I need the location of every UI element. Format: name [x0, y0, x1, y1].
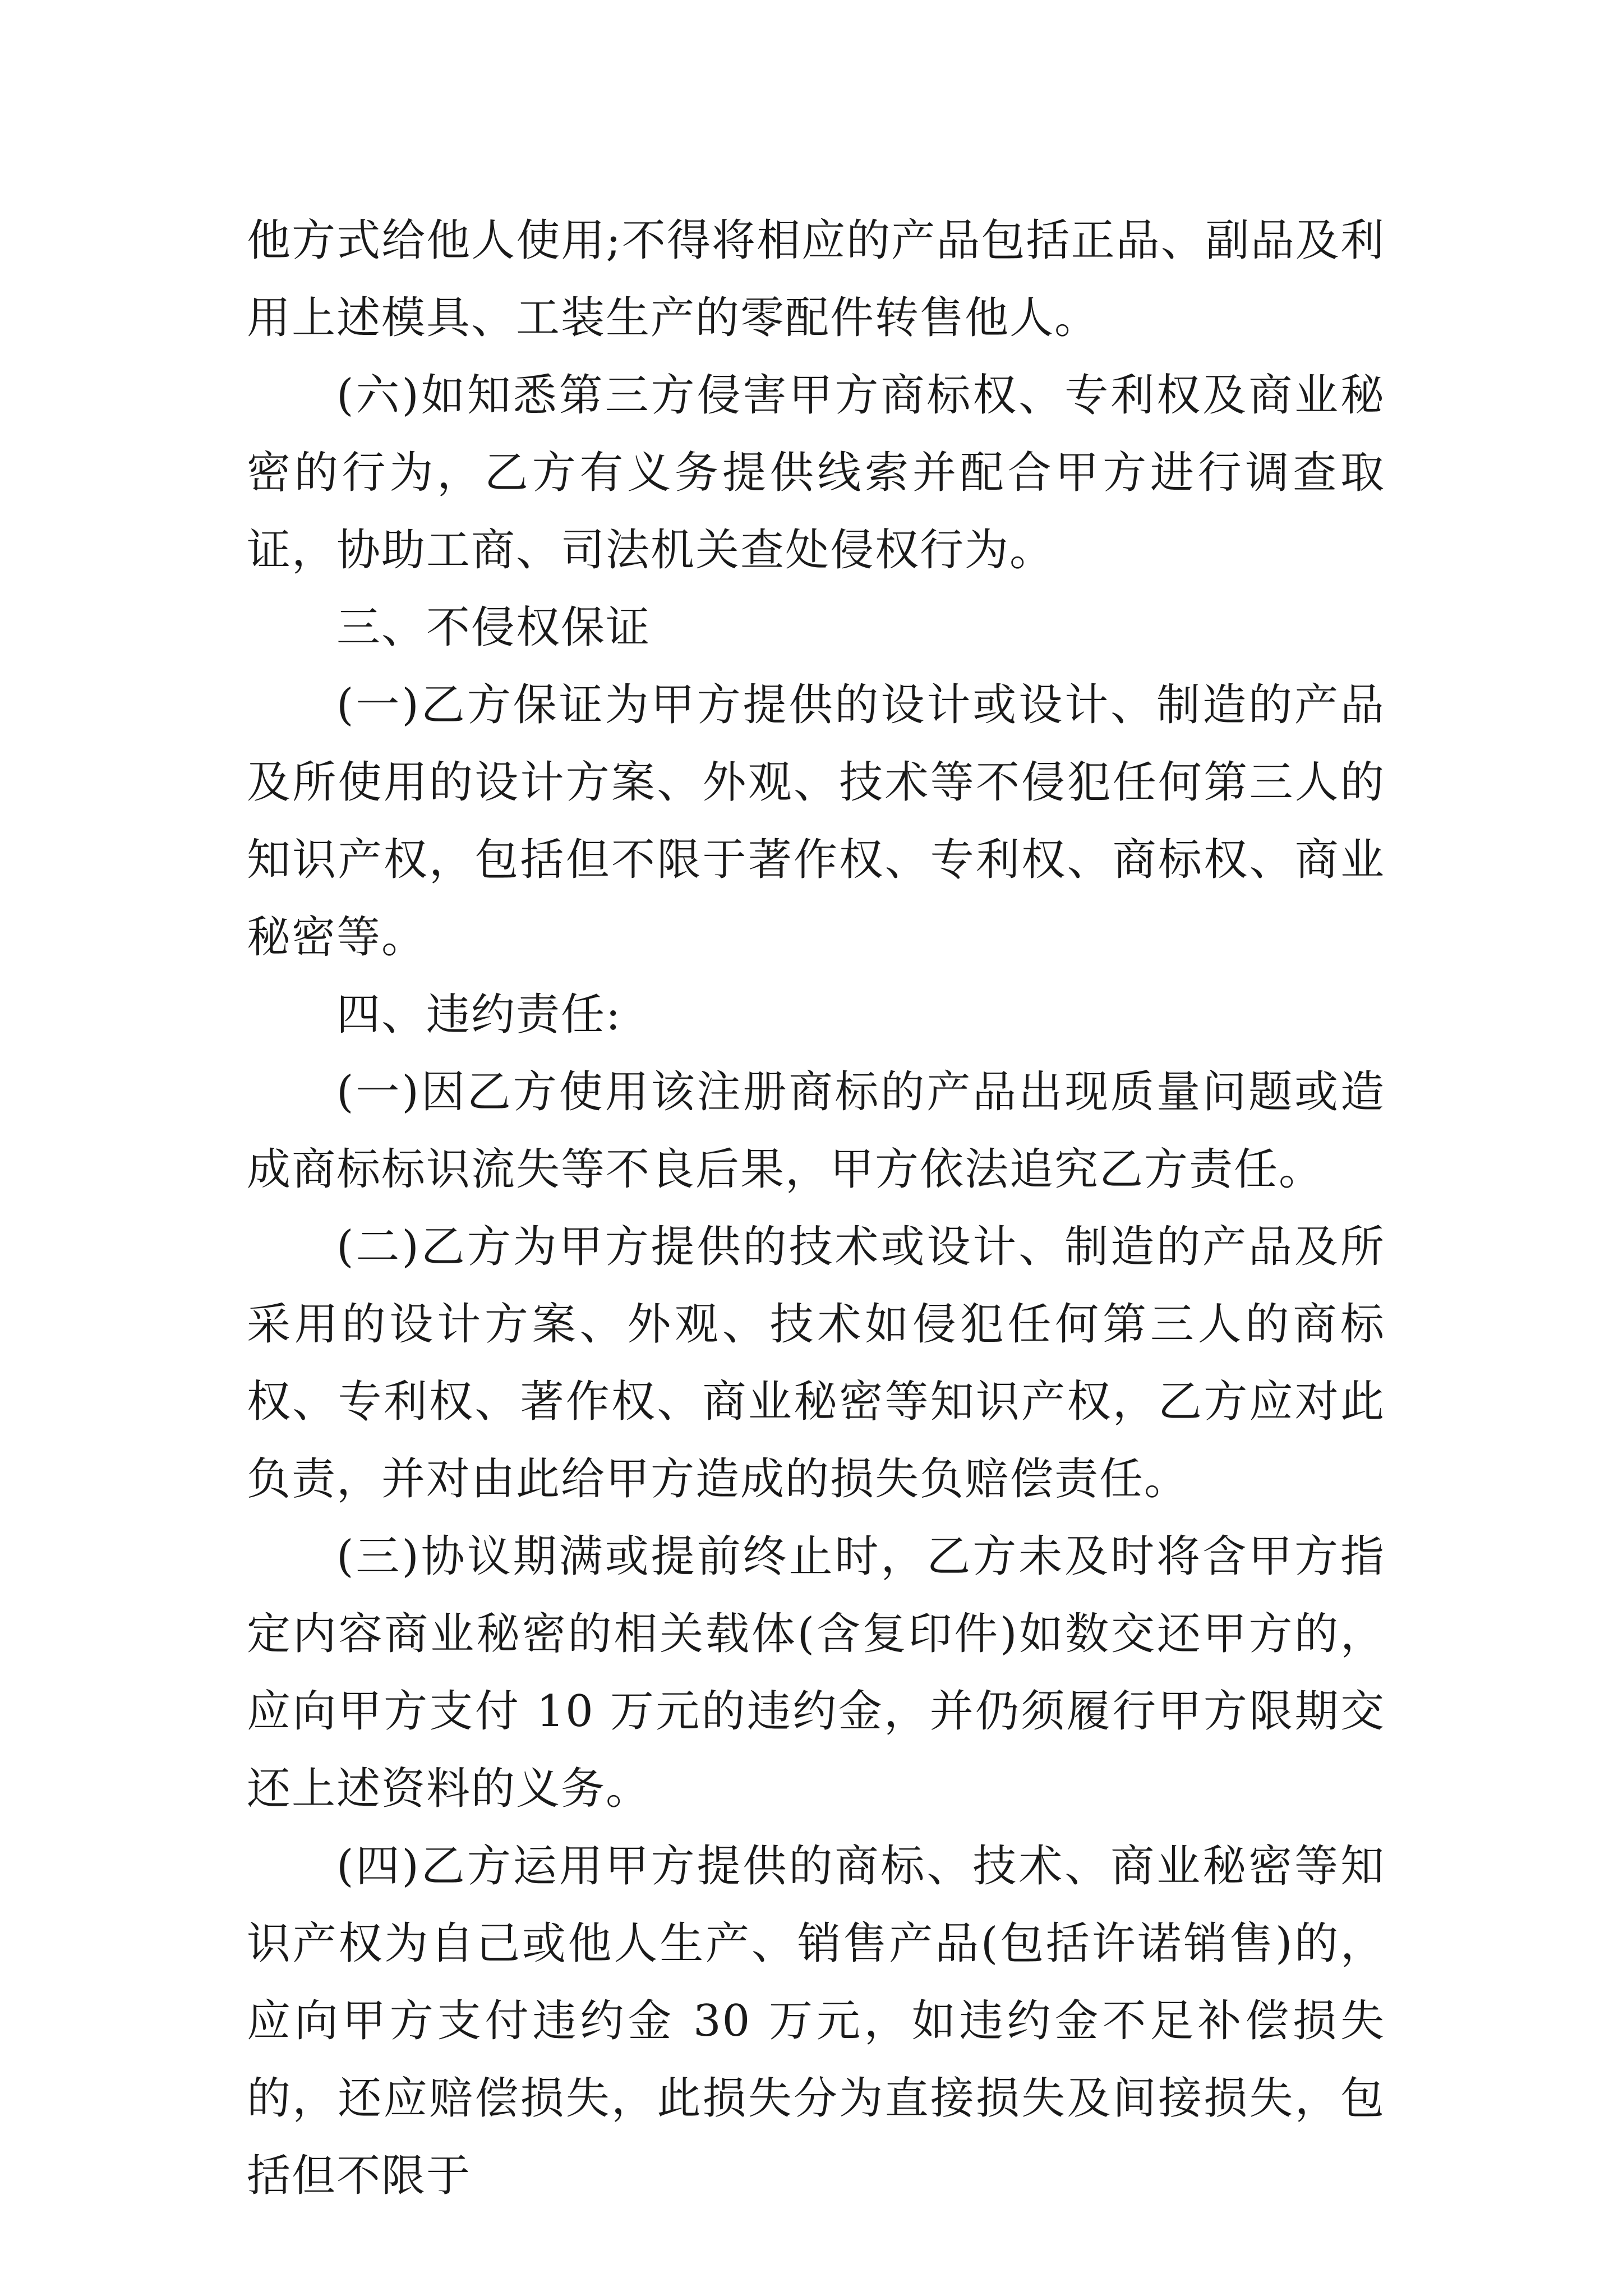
paragraph-liability-2: (二)乙方为甲方提供的技术或设计、制造的产品及所采用的设计方案、外观、技术如侵犯任何第三人的商标权、专利权、著作权、商业秘密等知识产权，乙方应对此负责，并对由此给甲方造成的损失负赔偿责任。 — [247, 1222, 1385, 1504]
paragraph-liability-4: (四)乙方运用甲方提供的商标、技术、商业秘密等知识产权为自己或他人生产、销售产品(包括许诺销售)的，应向甲方支付违约金 30 万元，如违约金不足补偿损失的，还应赔偿损失，此损失分为直接损失及间接损失，包括但不限于 — [247, 1841, 1385, 2201]
paragraph-liability-1: (一)因乙方使用该注册商标的产品出现质量问题或造成商标标识流失等不良后果，甲方依法追究乙方责任。 — [247, 1067, 1385, 1195]
paragraph-liability-3: (三)协议期满或提前终止时，乙方未及时将含甲方指定内容商业秘密的相关载体(含复印件)如数交还甲方的，应向甲方支付 10 万元的违约金，并仍须履行甲方限期交还上述资料的义务。 — [247, 1531, 1385, 1814]
paragraph-clause-6: (六)如知悉第三方侵害甲方商标权、专利权及商业秘密的行为，乙方有义务提供线索并配合甲方进行调查取证，协助工商、司法机关查处侵权行为。 — [247, 370, 1385, 576]
paragraph-continuation: 他方式给他人使用;不得将相应的产品包括正品、副品及利用上述模具、工装生产的零配件转售他人。 — [247, 215, 1385, 343]
section-heading-non-infringement: 三、不侵权保证 — [336, 602, 651, 653]
paragraph-non-infringement-1: (一)乙方保证为甲方提供的设计或设计、制造的产品及所使用的设计方案、外观、技术等不侵犯任何第三人的知识产权，包括但不限于著作权、专利权、商标权、商业秘密等。 — [247, 680, 1385, 963]
section-heading-liability: 四、违约责任: — [336, 990, 622, 1040]
document-body — [247, 202, 1385, 2215]
